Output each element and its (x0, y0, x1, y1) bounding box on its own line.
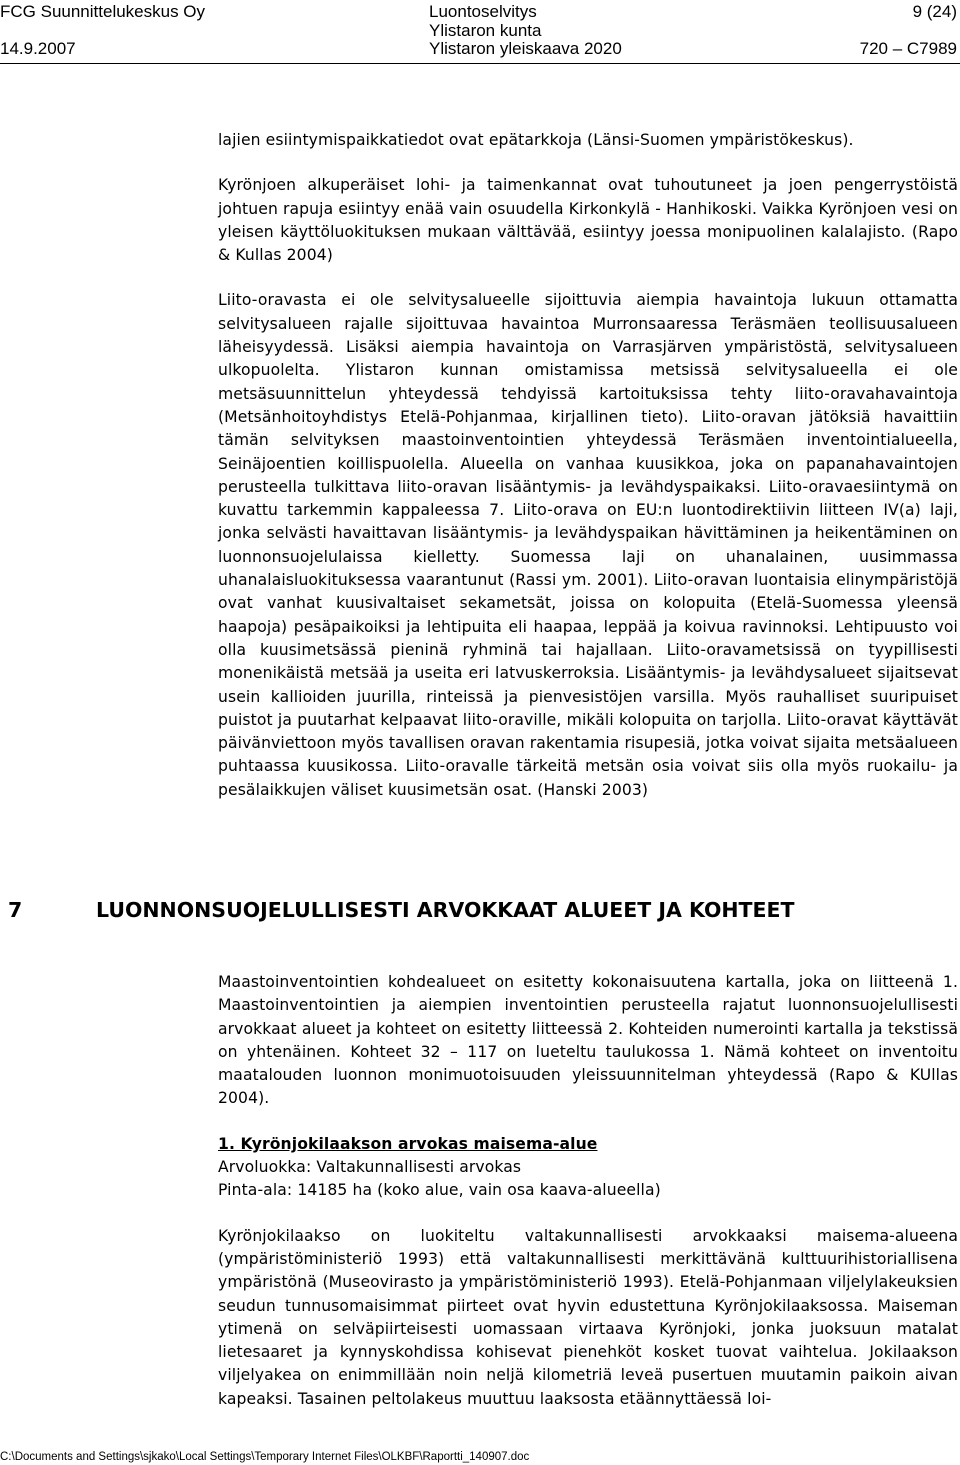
header-doc-type: Luontoselvitys (429, 2, 537, 21)
header-divider (0, 63, 960, 64)
body-section-lower (218, 971, 958, 1411)
paragraph-kyronjokilaakso: Kyrönjokilaakso on luokiteltu valtakunnallisesti arvokkaaksi maisema-alueena (ympäristöministeriö 1993) että valtakunnallisesti merkittävänä kulttuurihistoriallisena ympäristönä (Museovirasto ja ympäristöministeriö 1993). Etelä-Pohjanmaan viljelylakeuksien seudun tunnusomaisimmat piirteet ovat hyvin edustettuna Kyrönjokilaaksossa. Maiseman ytimenä on selväpiirteisesti uomassaan virtaava Kyrönjoki, jonka juoksuun matalat lietesaaret ja kynnyskohdissa kohisevat pienehköt kosket tuovat vaihtelua. Jokilaakson viljelyakea on enimmillään noin neljä kilometriä leveä pusertuen muutamin paikoin aivan kapeaksi. Tasainen peltolakeus muuttuu laaksosta etäännyttäessä loi- (218, 1226, 958, 1408)
page-footer-path: C:\Documents and Settings\sjkako\Local Settings\Temporary Internet Files\OLKBF\Raportti_140907.doc (0, 1451, 530, 1463)
header-date: 14.9.2007 (0, 39, 76, 58)
page-header (0, 0, 960, 64)
paragraph-gap (218, 1203, 958, 1225)
header-company: FCG Suunnittelukeskus Oy (0, 2, 206, 21)
header-page-number: 9 (24) (912, 2, 957, 21)
site-title: 1. Kyrönjokilaakson arvokas maisema-alue (218, 1134, 598, 1153)
paragraph-gap (218, 152, 958, 174)
section-heading-number: 7 (8, 898, 23, 922)
header-municipality: Ylistaron kunta (429, 21, 542, 40)
section-heading-text: LUONNONSUOJELULLISESTI ARVOKKAAT ALUEET JA KOHTEET (96, 898, 795, 922)
body-section-upper (218, 129, 958, 802)
paragraph-inventory-intro: Maastoinventointien kohdealueet on esitetty kokonaisuutena kartalla, joka on liitteenä 1. Maastoinventointien ja aiempien inventointien perusteella rajatut luonnonsuojelullisesti arvokkaat alueet ja kohteet on esitetty liitteessä 2. Kohteiden numerointi kartalla ja tekstissä on yhtenäinen. Kohteet 32 – 117 on lueteltu taulukossa 1. Nämä kohteet on inventoitu maatalouden luonnon monimuotoisuuden yleissuunnitelman yhteydessä (Rapo & KUllas 2004). (218, 973, 958, 1108)
paragraph-gap (218, 267, 958, 289)
site-area: Pinta-ala: 14185 ha (koko alue, vain osa kaava-alueella) (218, 1181, 661, 1200)
header-project-code: 720 – C7989 (859, 39, 957, 58)
site-value-class: Arvoluokka: Valtakunnallisesti arvokas (218, 1158, 522, 1177)
header-plan: Ylistaron yleiskaava 2020 (429, 39, 622, 58)
paragraph-gap (218, 1111, 958, 1133)
paragraph-flying-squirrel: Liito-oravasta ei ole selvitysalueelle sijoittuvia aiempia havaintoja lukuun ottamatta selvitysalueen rajalle sijoittuvaa havaintoa Murronsaaressa Teräsmäen teollisuusalueen läheisyydessä. Lisäksi aiempia havaintoja on Varrasjärven ympäristöstä, selvitysalueen ulkopuolelta. Ylistaron kunnan omistamissa metsissä selvitysalueella ei ole metsäsuunnittelun yhteydessä tehdyissä kartoituksissa tehty liito-oravahavaintoja (Metsänhoitoyhdistys Etelä-Pohjanmaa, kirjallinen tieto). Liito-oravan jätöksiä havaittiin tämän selvityksen maastoinventointien yhteydessä Teräsmäen inventointialueella, Seinäjoentien koillispuolella. Alueella on vanhaa kuusikkoa, joka on papanahavaintojen perusteella tulkittava liito-oravan lisääntymis- ja levähdyspaikaksi. Liito-oravaesiintymä on kuvattu tarkemmin kappaleessa 7. Liito-orava on EU:n luontodirektiivin liitteen IV(a) laji, jonka selvästi havaittavan lisääntymis- ja levähdyspaikan hävittäminen ja heikentäminen on luonnonsuojelulaissa kielletty. Suomessa laji on uhanalainen, uusimmassa uhanalaisluokituksessa vaarantunut (Rassi ym. 2001). Liito-oravan luontaisia elinympäristöjä ovat vanhat kuusivaltaiset sekametsät, joissa on kolopuita (Etelä-Suomessa yleensä haapoja) pesäpaikoiksi ja lehtipuita eli haapaa, leppää ja koivua ravinnoksi. Lehtipuusto voi olla kuusimetsässä pieninä ryhminä tai hajallaan. Liito-oravametsissä on tyypillisesti monenikäistä metsää ja useita eri latvuskerroksia. Lisääntymis- ja levähdysalueet sijaitsevat usein kallioiden juurilla, rinteissä ja pienvesistöjen varsilla. Myös rauhalliset suuripuiset puistot ja puutarhat kelpaavat liito-oraville, mikäli kolopuita on tarjolla. Liito-oravat käyttävät päivänviettoon myös tavallisen oravan rakentamia risupesiä, jotka voivat sijaita metsäalueen puhtaassa kuusikossa. Liito-oravalle tärkeitä metsän osia voivat siis olla myös ruokailu- ja pesälaikkujen väliset kuusimetsän osat. (Hanski 2003) (218, 291, 958, 799)
paragraph-species-data: lajien esiintymispaikkatiedot ovat epätarkkoja (Länsi-Suomen ympäristökeskus). (218, 131, 854, 149)
paragraph-kyronjoki-fish: Kyrönjoen alkuperäiset lohi- ja taimenkannat ovat tuhoutuneet ja joen pengerrystöistä johtuen rapuja esiintyy enää vain osuudella Kirkonkylä - Hanhikoski. Vaikka Kyrönjoen vesi on yleisen käyttöluokituksen mukaan välttävää, esiintyy joessa monipuolinen kalalajisto. (Rapo & Kullas 2004) (218, 176, 958, 265)
